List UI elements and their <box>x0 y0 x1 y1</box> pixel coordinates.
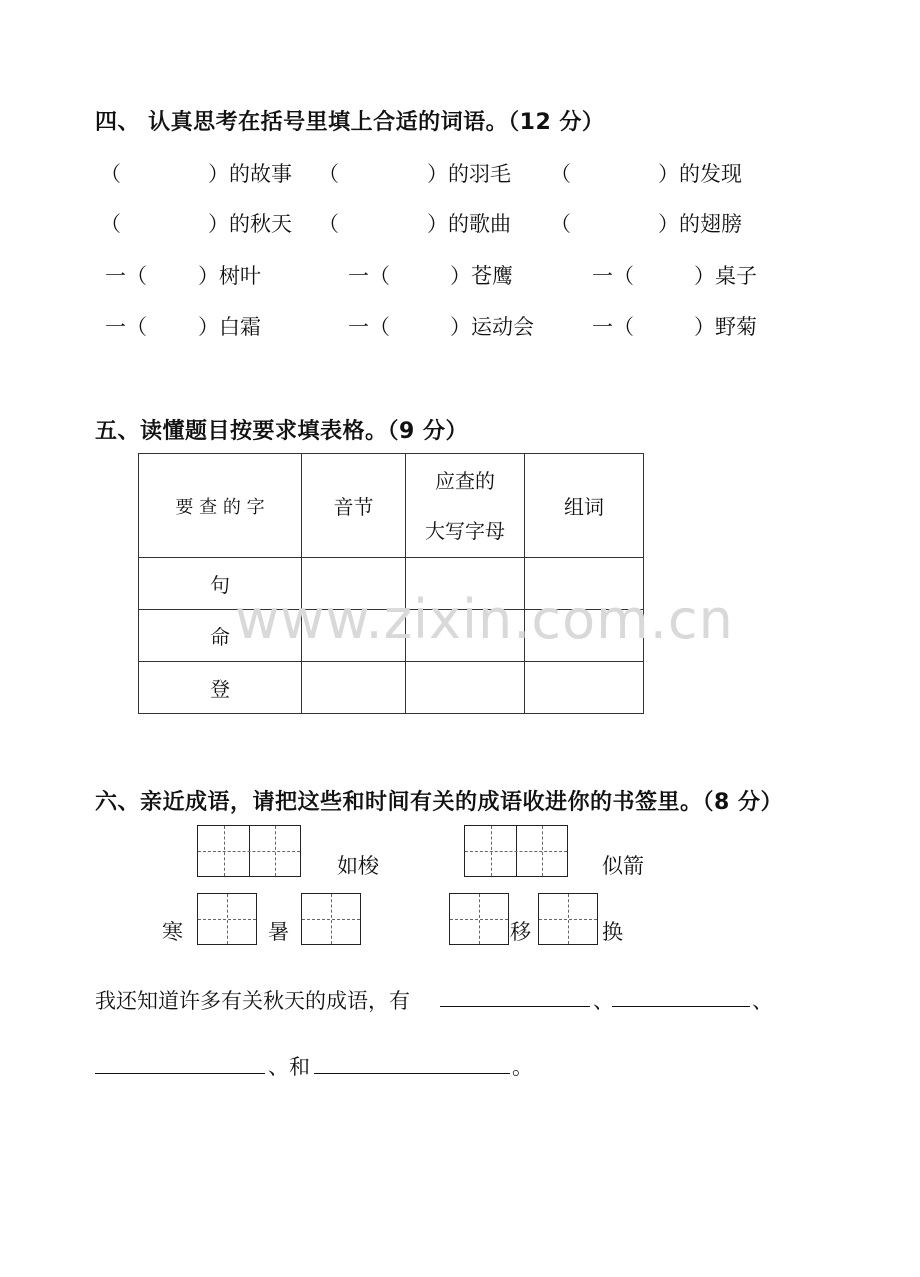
answer-blank[interactable] <box>612 1006 750 1007</box>
measure-word-open: 一（ <box>592 264 634 288</box>
char-grid-box[interactable] <box>538 893 598 945</box>
separator: 、 <box>593 989 614 1013</box>
paren-open: （ <box>550 162 571 186</box>
header-syllable: 音节 <box>302 454 406 558</box>
idiom-char: 移 <box>510 920 531 944</box>
idiom-char: 寒 <box>162 920 183 944</box>
answer-cell[interactable] <box>525 662 644 714</box>
section-6-title: 六、亲近成语，请把这些和时间有关的成语收进你的书签里。（8 分） <box>95 790 783 815</box>
idiom-char: 暑 <box>268 920 289 944</box>
answer-blank[interactable] <box>95 1073 265 1074</box>
phrase: ）的歌曲 <box>427 212 511 236</box>
table-char: 命 <box>139 610 302 662</box>
idiom-suffix: 似箭 <box>602 854 644 878</box>
paren-open: （ <box>100 212 121 236</box>
answer-cell[interactable] <box>406 662 525 714</box>
phrase: ）的故事 <box>208 162 292 186</box>
separator: 、和 <box>268 1055 310 1079</box>
phrase: ）运动会 <box>450 315 534 339</box>
measure-word-open: 一（ <box>105 315 147 339</box>
section-5-title: 五、读懂题目按要求填表格。（9 分） <box>95 419 468 444</box>
phrase: ）野菊 <box>694 315 757 339</box>
paren-open: （ <box>550 212 571 236</box>
phrase: ）桌子 <box>694 264 757 288</box>
phrase: ）的发现 <box>658 162 742 186</box>
answer-blank[interactable] <box>440 1006 590 1007</box>
sentence-end: 。 <box>512 1055 533 1079</box>
idiom-char: 换 <box>602 920 623 944</box>
paren-open: （ <box>318 212 339 236</box>
header-words: 组词 <box>525 454 644 558</box>
char-grid-box[interactable] <box>449 893 509 945</box>
header-capital-letter: 应查的 大写字母 <box>406 454 525 558</box>
phrase: ）的秋天 <box>208 212 292 236</box>
table-char: 登 <box>139 662 302 714</box>
measure-word-open: 一（ <box>348 315 390 339</box>
phrase: ）的翅膀 <box>658 212 742 236</box>
char-grid-box[interactable] <box>197 893 257 945</box>
char-grid-box[interactable] <box>464 825 568 877</box>
char-grid-box[interactable] <box>197 825 301 877</box>
watermark: www.zixin.com.cn <box>235 588 734 651</box>
phrase: ）的羽毛 <box>427 162 511 186</box>
table-char: 句 <box>139 558 302 610</box>
paren-open: （ <box>100 162 121 186</box>
header-char: 要 查 的 字 <box>139 454 302 558</box>
idiom-suffix: 如梭 <box>337 854 379 878</box>
answer-blank[interactable] <box>314 1073 510 1074</box>
answer-cell[interactable] <box>302 662 406 714</box>
phrase: ）白霜 <box>198 315 261 339</box>
autumn-sentence: 我还知道许多有关秋天的成语，有 <box>95 989 410 1013</box>
measure-word-open: 一（ <box>105 264 147 288</box>
lookup-table <box>138 453 644 714</box>
phrase: ）树叶 <box>198 264 261 288</box>
paren-open: （ <box>318 162 339 186</box>
measure-word-open: 一（ <box>348 264 390 288</box>
section-4-title: 四、 认真思考在括号里填上合适的词语。（12 分） <box>95 110 605 135</box>
separator: 、 <box>752 989 773 1013</box>
phrase: ）苍鹰 <box>450 264 513 288</box>
measure-word-open: 一（ <box>592 315 634 339</box>
char-grid-box[interactable] <box>301 893 361 945</box>
